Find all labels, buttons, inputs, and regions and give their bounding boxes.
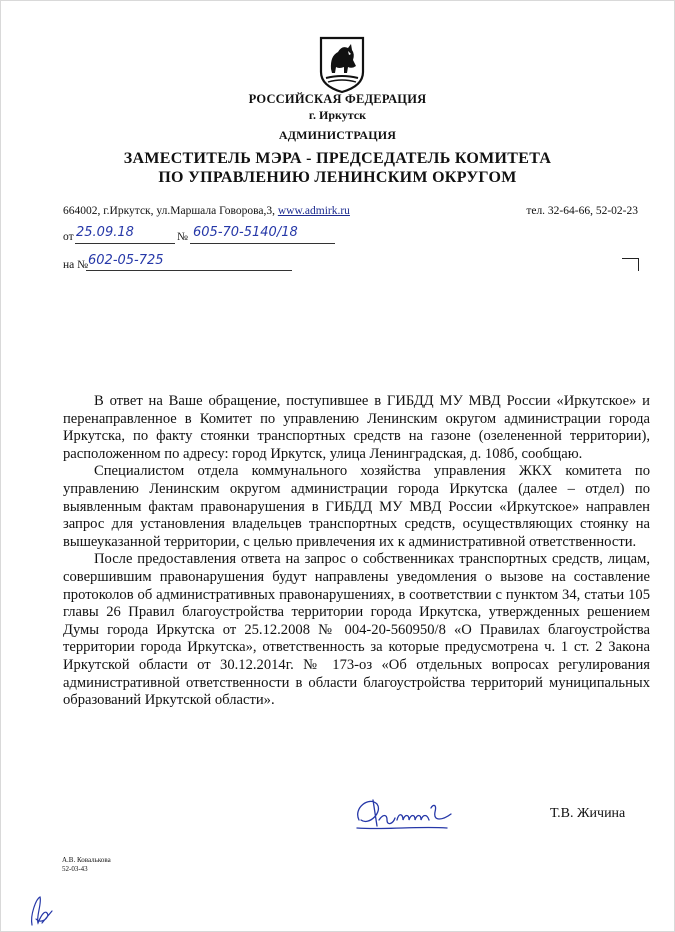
letter-paragraph: В ответ на Ваше обращение, поступившее в ГИБДД МУ МВД России «Иркутское» и перенаправленное в Комитет по управлению Ленинским округом администрации города Иркутска, по факту стоянки транспортных средств на газоне (озелененной территории), расположенном по адресу: город Иркутск, улица Ленинградская, д. 108б, сообщаю. [63,393,650,462]
handwritten-signature [347,790,462,840]
header-administration: АДМИНИСТРАЦИЯ [278,128,397,142]
handwritten-date: 25.09.18 [76,225,134,240]
date-label: от [63,231,74,243]
addressee-corner-mark [622,258,639,271]
phone-numbers: тел. 32-64-66, 52-02-23 [526,205,638,217]
website-link[interactable]: www.admirk.ru [277,205,350,217]
reply-number-underline [86,270,292,271]
handwritten-reply-number: 602-05-725 [88,253,164,268]
date-underline [75,243,175,244]
executor-name: А.В. Ковалькова [62,856,111,864]
handwritten-initials [28,893,54,929]
irkutsk-coat-of-arms-emblem [318,36,366,94]
letter-paragraph: Специалистом отдела коммунального хозяйства управления ЖКХ комитета по управлению Ленинским округом администрации города Иркутска (далее – отдел) по выявленным фактам правонарушения в ГИБДД МУ МВД России «Иркутское» направлен запрос для установления владельцев транспортных средств, осуществляющих стоянку на вышеуказанной территории, с целью привлечения их к административной ответственности. [63,463,650,550]
department-title-line2: ПО УПРАВЛЕНИЮ ЛЕНИНСКИМ ОКРУГОМ [158,169,517,186]
number-underline [190,243,335,244]
department-title-line1: ЗАМЕСТИТЕЛЬ МЭРА - ПРЕДСЕДАТЕЛЬ КОМИТЕТА [123,150,552,167]
address-line [63,205,350,217]
executor-info [62,856,111,874]
number-label: № [177,231,188,243]
letter-paragraph: После предоставления ответа на запрос о собственниках транспортных средств, лицам, совершившим правонарушения будут направлены уведомления о вызове на составление протоколов об административных правонарушениях, в соответствии с пунктом 34, статьи 105 главы 26 Правил благоустройства территории города Иркутска, утвержденных решением Думы города Иркутска от 25.12.2008 № 004-20-560950/8 «О Правилах благоустройства территории города Иркутска», ответственность за которые предусмотрена ч. 1 ст. 2 Закона Иркутской области от 30.12.2014г. № 173-оз «Об отдельных вопросах регулирования административной ответственности в области благоустройства территорий муниципальных образований Иркутской области». [63,551,650,709]
signatory-name: Т.В. Жичина [550,806,626,821]
handwritten-outgoing-number: 605-70-5140/18 [193,225,298,240]
executor-phone: 52-03-43 [62,865,88,873]
header-country: РОССИЙСКАЯ ФЕДЕРАЦИЯ [248,92,427,106]
header-city: г. Иркутск [308,108,367,122]
postal-address: 664002, г.Иркутск, ул.Маршала Говорова,3, [63,205,275,217]
reply-number-label: на № [63,259,89,271]
letter-body [63,393,650,710]
